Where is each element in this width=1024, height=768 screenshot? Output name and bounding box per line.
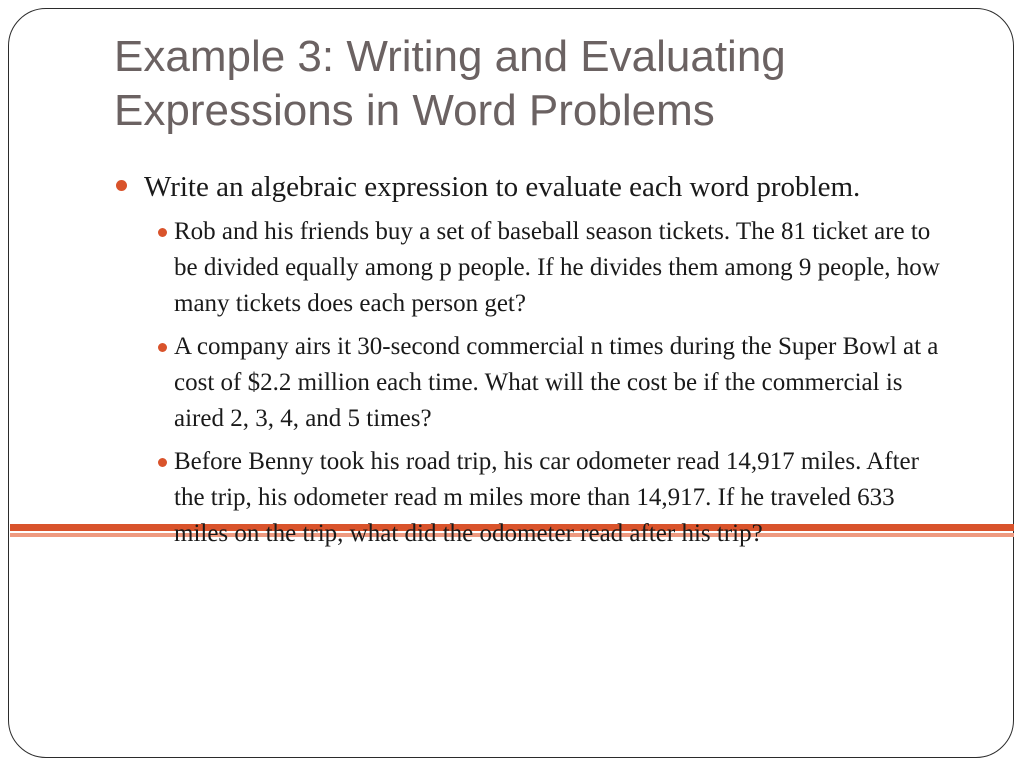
- slide-title: Example 3: Writing and Evaluating Expressions in Word Problems: [114, 32, 786, 135]
- round-bullet-icon: [158, 458, 167, 467]
- sub-bullet-item: [112, 444, 954, 552]
- round-bullet-icon: [158, 228, 167, 237]
- sub-bullet-item: [112, 214, 954, 322]
- sub-bullet-list: [144, 214, 972, 552]
- sub-bullet-text: Before Benny took his road trip, his car odometer read 14,917 miles. After the trip, his odometer read m miles more than 14,917. If he traveled 633 miles on the trip, what did the odometer read after his trip?: [174, 448, 919, 547]
- bullet-item: [112, 168, 972, 552]
- bullet-text: Write an algebraic expression to evaluate each word problem.: [144, 171, 861, 203]
- bullet-list: [112, 168, 972, 552]
- sub-bullet-text: A company airs it 30-second commercial n times during the Super Bowl at a cost of $2.2 million each time. What will the cost be if the commercial is aired 2, 3, 4, and 5 times?: [174, 333, 939, 432]
- sub-bullet-text: Rob and his friends buy a set of baseball season tickets. The 81 ticket are to be divided equally among p people. If he divides them among 9 people, how many tickets does each person get?: [174, 218, 940, 317]
- slide-content: [112, 168, 972, 559]
- round-bullet-icon: [116, 180, 127, 191]
- round-bullet-icon: [158, 343, 167, 352]
- sub-bullet-item: [112, 329, 954, 437]
